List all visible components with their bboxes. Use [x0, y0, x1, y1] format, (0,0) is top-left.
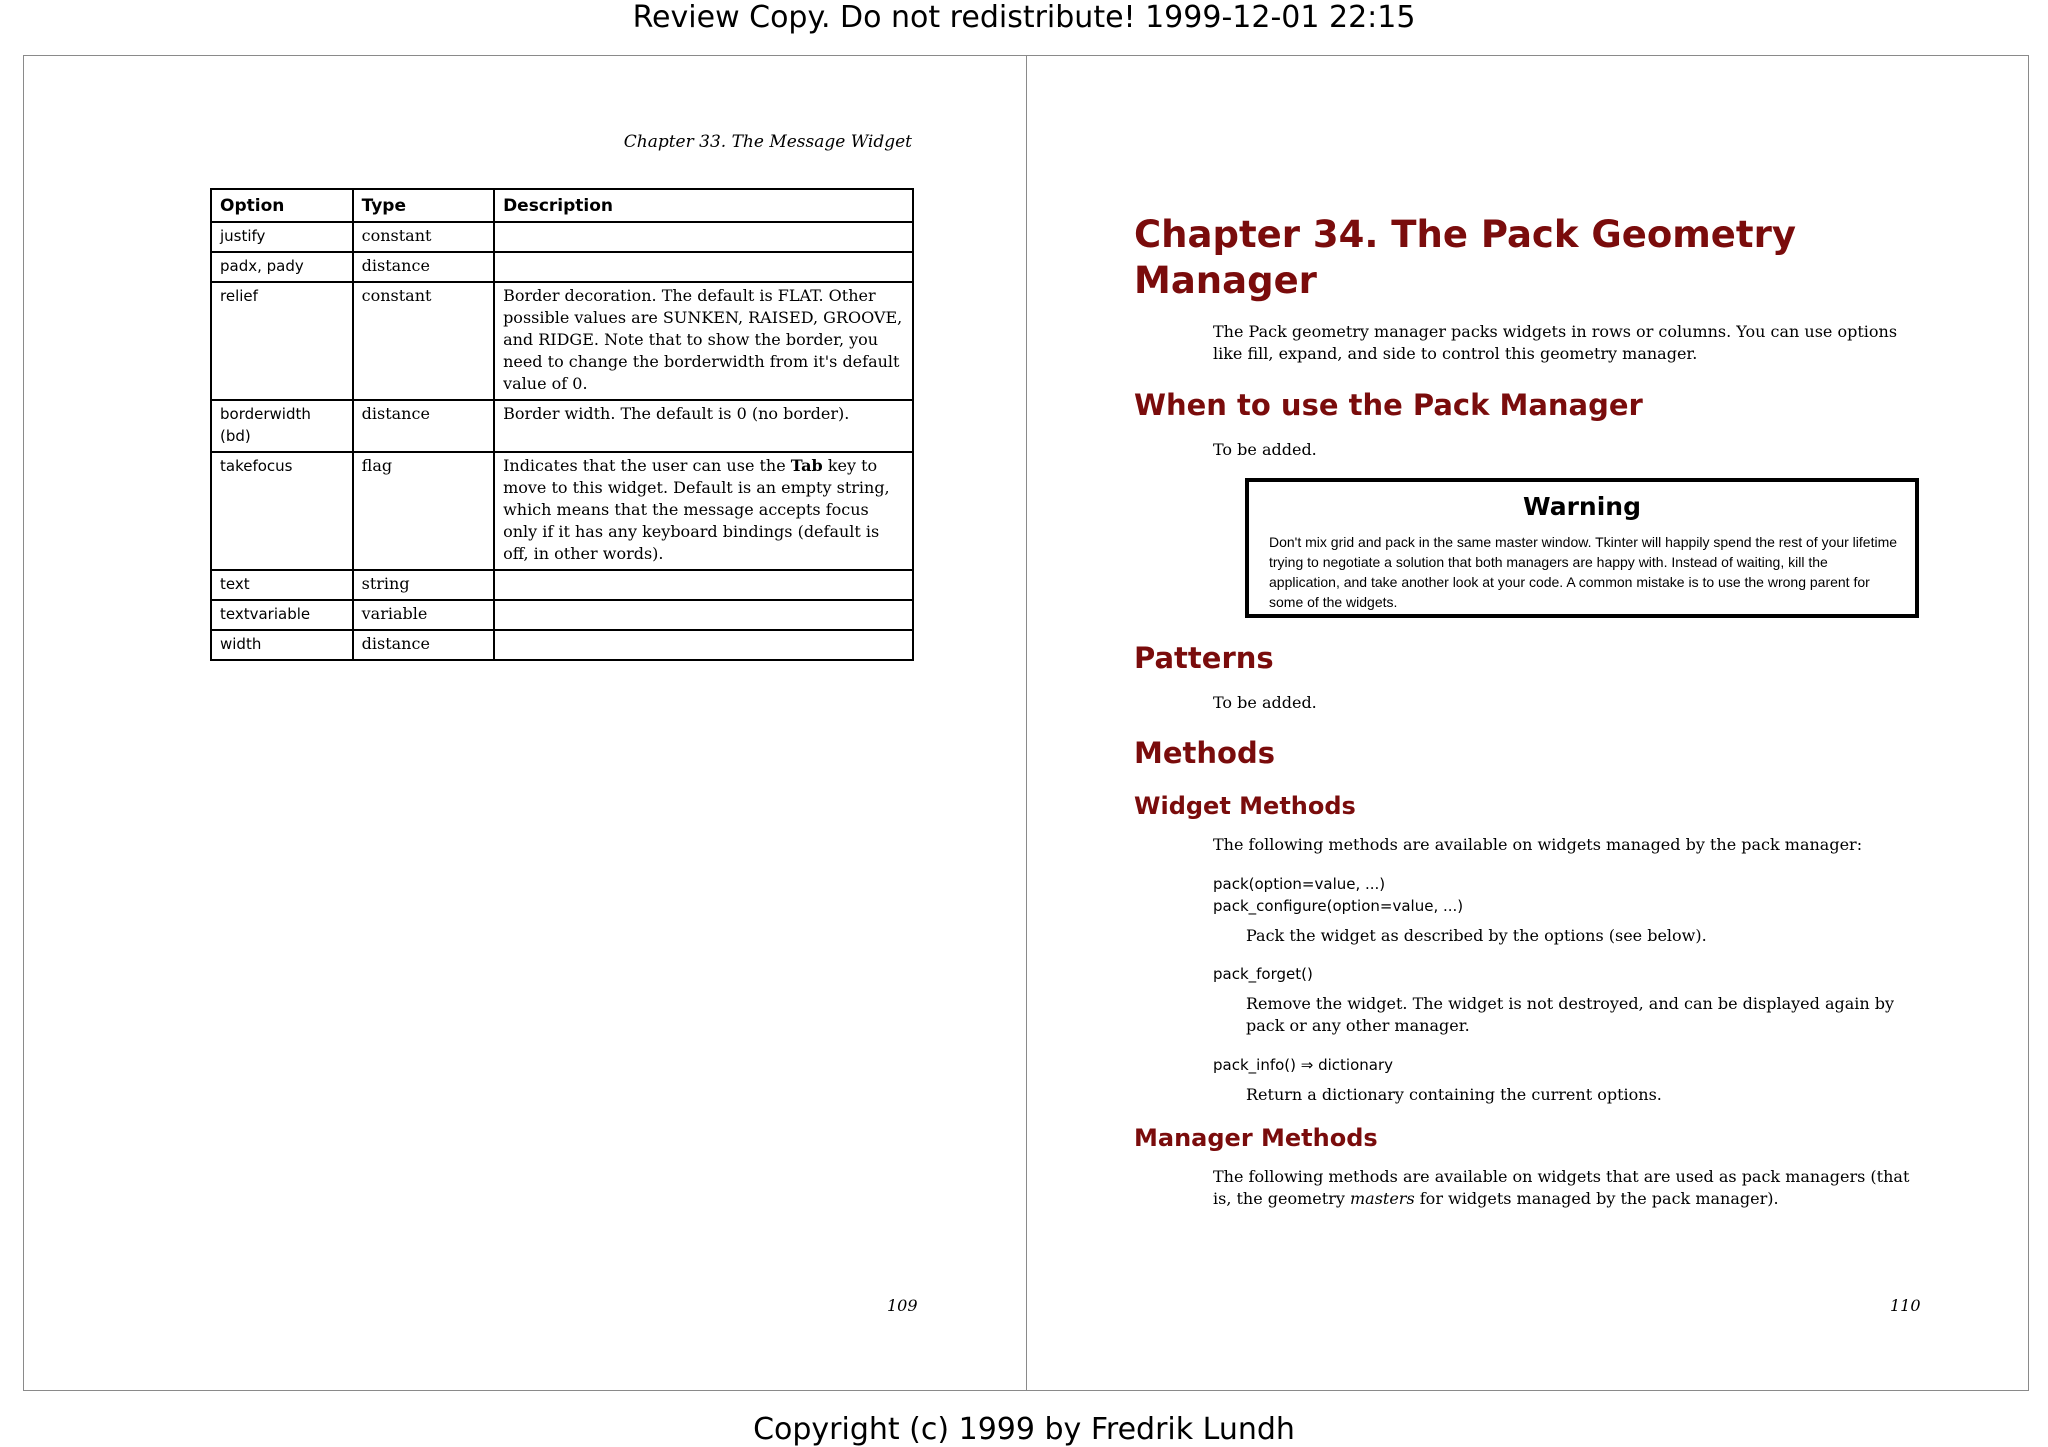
table-row	[211, 252, 913, 282]
section-heading-when: When to use the Pack Manager	[1134, 388, 1643, 422]
page-number-left: 109	[887, 1296, 918, 1315]
chapter-title-line: Manager	[1134, 259, 1317, 302]
description-cell	[494, 252, 913, 282]
method-signature: pack(option=value, ...)	[1213, 875, 1386, 893]
section-heading-methods: Methods	[1134, 736, 1275, 770]
table-row	[211, 222, 913, 252]
chapter-title-line: Chapter 34. The Pack Geometry	[1134, 213, 1796, 256]
header-type: Type	[353, 189, 494, 222]
page-number-right: 110	[1890, 1296, 1921, 1315]
type-cell: flag	[353, 452, 494, 570]
table-row	[211, 282, 913, 400]
method-description: Pack the widget as described by the options (see below).	[1246, 926, 1707, 945]
description-cell	[494, 570, 913, 600]
table-row	[211, 600, 913, 630]
options-table	[210, 188, 914, 661]
table-row	[211, 630, 913, 660]
table-header-row	[211, 189, 913, 222]
intro-paragraph: The Pack geometry manager packs widgets in rows or columns. You can use options like fill, expand, and side to control this geometry manager.	[1213, 322, 1898, 363]
option-cell: justify	[211, 222, 353, 252]
option-cell: textvariable	[211, 600, 353, 630]
option-cell: borderwidth (bd)	[211, 400, 353, 452]
type-cell: constant	[353, 282, 494, 400]
description-cell	[494, 630, 913, 660]
emphasis-masters: masters	[1349, 1189, 1415, 1208]
tab-key-label: Tab	[790, 456, 823, 475]
method-signature: pack_forget()	[1213, 965, 1313, 983]
type-cell: distance	[353, 630, 494, 660]
type-cell: variable	[353, 600, 494, 630]
subheading-widget-methods: Widget Methods	[1134, 792, 1356, 820]
table-row	[211, 452, 913, 570]
description-cell	[494, 452, 913, 570]
description-text: Indicates that the user can use the	[503, 456, 791, 475]
description-cell: Border decoration. The default is FLAT. Other possible values are SUNKEN, RAISED, GROOVE, and RIDGE. Note that to show the border, you need to change the borderwidth from it's default value of 0.	[494, 282, 913, 400]
subheading-manager-methods: Manager Methods	[1134, 1124, 1378, 1152]
method-description: Return a dictionary containing the current options.	[1246, 1085, 1662, 1104]
warning-box	[1245, 478, 1919, 618]
copyright-banner: Copyright (c) 1999 by Fredrik Lundh	[753, 1412, 1295, 1447]
description-cell	[494, 600, 913, 630]
type-cell: distance	[353, 252, 494, 282]
description-text: key to move to this widget. Default is an empty string, which means that the message accepts focus only if it has any keyboard bindings (default is off, in other words).	[503, 456, 890, 563]
page-divider	[1026, 55, 1027, 1391]
intro-text: for widgets managed by the pack manager).	[1414, 1189, 1779, 1208]
manager-methods-intro	[1213, 1166, 1913, 1210]
type-cell: string	[353, 570, 494, 600]
option-cell: text	[211, 570, 353, 600]
chapter-title	[1134, 212, 1796, 304]
description-cell	[494, 222, 913, 252]
widget-methods-intro: The following methods are available on widgets managed by the pack manager:	[1213, 835, 1863, 854]
method-description: Remove the widget. The widget is not destroyed, and can be displayed again by pack or any other manager.	[1246, 994, 1895, 1035]
header-description: Description	[494, 189, 913, 222]
type-cell: constant	[353, 222, 494, 252]
method-signature: pack_configure(option=value, ...)	[1213, 897, 1464, 915]
review-banner: Review Copy. Do not redistribute! 1999-12-01 22:15	[632, 0, 1416, 35]
table-row	[211, 400, 913, 452]
running-head: Chapter 33. The Message Widget	[623, 132, 912, 152]
description-cell: Border width. The default is 0 (no border).	[494, 400, 913, 452]
type-cell: distance	[353, 400, 494, 452]
section-heading-patterns: Patterns	[1134, 641, 1274, 675]
option-cell: relief	[211, 282, 353, 400]
option-cell: width	[211, 630, 353, 660]
option-cell: padx, pady	[211, 252, 353, 282]
method-signature: pack_info() ⇒ dictionary	[1213, 1056, 1393, 1074]
table-row	[211, 570, 913, 600]
when-body: To be added.	[1213, 440, 1317, 459]
option-cell: takefocus	[211, 452, 353, 570]
intro-text: The following methods are available on widgets that are used as pack managers (that is, the geometry	[1213, 1167, 1910, 1208]
header-option: Option	[211, 189, 353, 222]
patterns-body: To be added.	[1213, 693, 1317, 712]
warning-text: Don't mix grid and pack in the same master window. Tkinter will happily spend the rest of your lifetime trying to negotiate a solution that both managers are happy with. Instead of waiting, kill the application, and take another look at your code. A common mistake is to use the wrong parent for some of the widgets.	[1269, 534, 1898, 610]
warning-title: Warning	[1523, 492, 1641, 521]
